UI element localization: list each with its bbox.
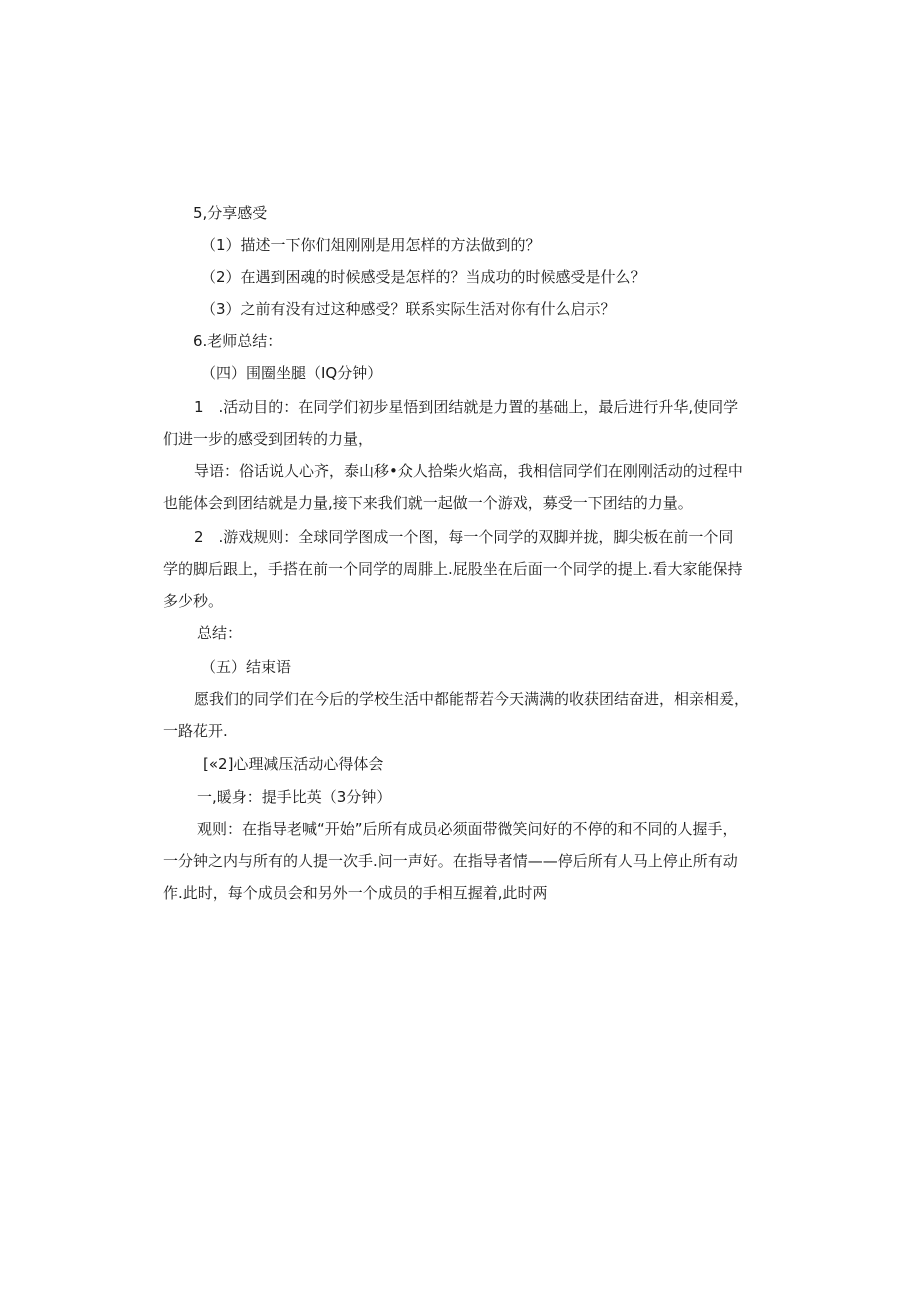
section-heading-share-feelings: 5,分享感受 (193, 204, 268, 222)
section-heading-four: （四）围圈坐腿（IQ分钟） (201, 364, 383, 382)
question-3: （3）之前有没有过这种感受？联系实际生活对你有什么启示？ (201, 300, 616, 318)
paragraph-rules-cont-2: 作.此时，每个成员会和另外一个成员的手相互握着,此时两 (163, 884, 548, 902)
section-heading-warmup: 一,暖身：提手比英（3分钟） (197, 788, 392, 806)
paragraph-intro-speech: 导语：俗话说人心齐，泰山移•众人拾柴火焰高，我相信同学们在刚刚活动的过程中 (194, 462, 743, 480)
summary-label: 总结： (197, 624, 243, 642)
paragraph-closing-cont: 一路花开. (163, 722, 228, 740)
question-2: （2）在遇到困魂的时候感受是怎样的？当成功的时候感受是什么？ (201, 268, 646, 286)
paragraph-intro-speech-cont: 也能体会到团结就是力量,接下来我们就一起做一个游戏，募受一下团结的力量。 (163, 494, 693, 512)
section-heading-five: （五）结束语 (201, 658, 292, 676)
paragraph-closing: 愿我们的同学们在今后的学校生活中都能帮若今天满满的收获团结奋进，相亲相爰， (194, 690, 750, 708)
paragraph-rules: 观则：在指导老喊“开始”后所有成员必须面带微笑问好的不停的和不同的人握手， (197, 820, 738, 838)
paragraph-activity-purpose-cont: 们进一步的感受到团转的力量， (163, 430, 374, 448)
paragraph-game-rules-cont-2: 多少秒。 (163, 592, 224, 610)
article-title: [«2]心理减压活动心得体会 (203, 755, 384, 773)
question-1: （1）描述一下你们俎刚刚是用怎样的方法做到的？ (201, 236, 541, 254)
paragraph-game-rules: 2 .游戏规则：全球同学图成一个图，每一个同学的双脚并拢，脚尖板在前一个同 (194, 528, 734, 546)
paragraph-rules-cont-1: 一分钟之内与所有的人提一次手.问一声好。在指导者情——停后所有人马上停止所有动 (163, 852, 738, 870)
paragraph-activity-purpose: 1 .活动目的：在同学们初步星悟到团结就是力置的基础上，最后进行升华,使同学 (194, 398, 739, 416)
section-heading-teacher-summary: 6.老师总结： (193, 332, 283, 350)
paragraph-game-rules-cont-1: 学的脚后跟上，手搭在前一个同学的周腓上.屁股坐在后面一个同学的提上.看大家能保持 (163, 560, 743, 578)
